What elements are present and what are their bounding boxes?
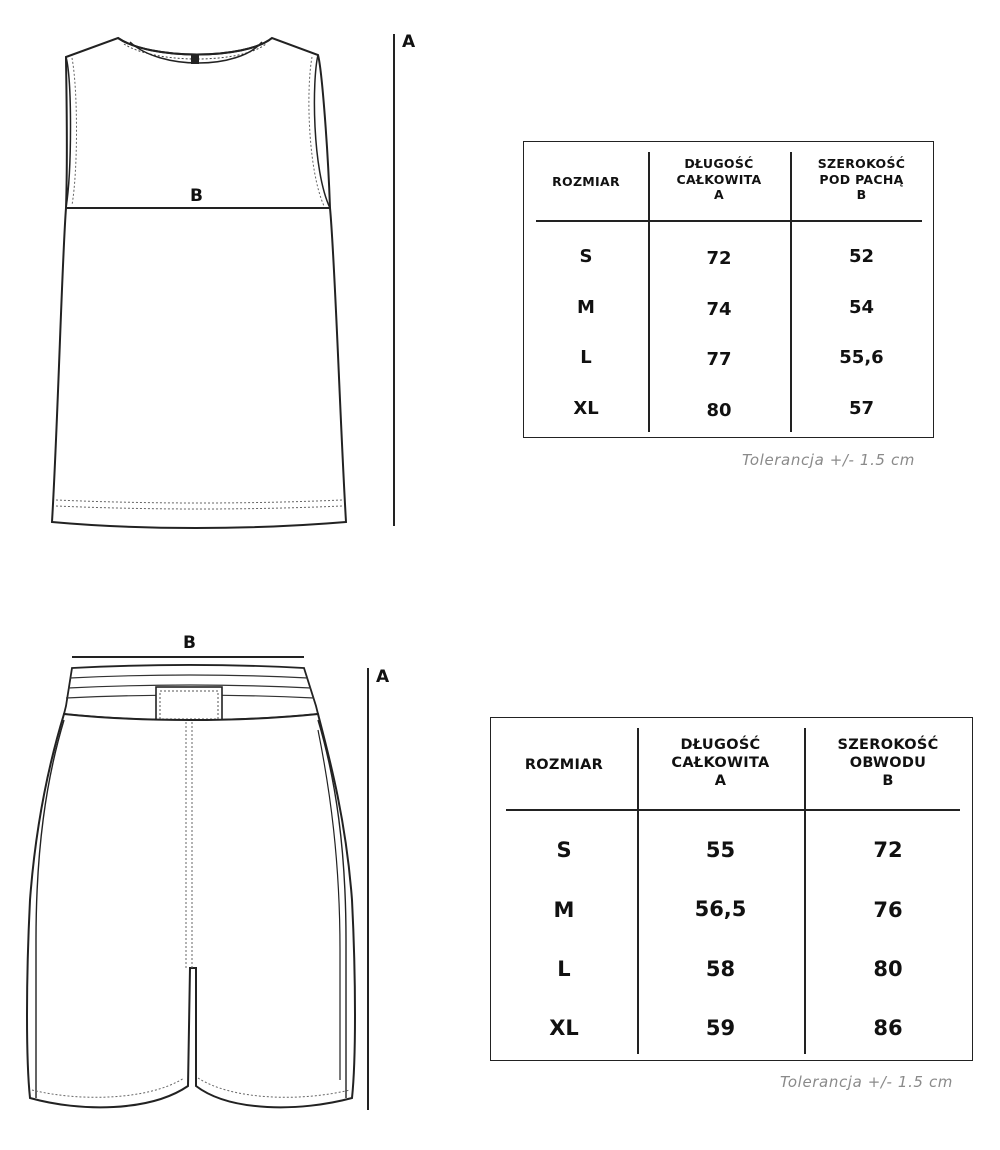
shorts-width-label-b: B — [183, 633, 196, 653]
table-cell: 77 — [706, 349, 732, 370]
table-cell: 76 — [873, 898, 903, 922]
table-cell: 57 — [848, 398, 875, 419]
table-cell: S — [556, 838, 572, 862]
table-cell: 54 — [848, 297, 875, 318]
table-cell: 72 — [706, 248, 732, 269]
tolerance-note: Tolerancja +/- 1.5 cm — [742, 451, 916, 469]
table-cell: XL — [573, 398, 599, 419]
tank-top-size-table — [523, 141, 934, 438]
table-cell: XL — [549, 1016, 579, 1040]
header-width: SZEROKOŚĆ OBWODU B — [837, 737, 939, 790]
shorts-size-table — [490, 717, 973, 1061]
width-label-b: B — [190, 186, 203, 206]
table-cell: M — [577, 297, 595, 318]
table-cell: 80 — [706, 400, 732, 421]
table-cell: 56,5 — [694, 897, 747, 921]
table-cell: M — [553, 898, 575, 922]
length-label-a: A — [402, 32, 416, 52]
header-size: ROZMIAR — [524, 757, 604, 773]
table-cell: 52 — [848, 246, 875, 267]
table-cell: 59 — [705, 1016, 736, 1040]
table-cell: 55,6 — [839, 347, 884, 368]
header-length: DŁUGOŚĆ CAŁKOWITA A — [671, 737, 770, 790]
table-cell: 80 — [873, 957, 903, 981]
table-cell: 55 — [705, 838, 736, 862]
shorts-tolerance-note: Tolerancja +/- 1.5 cm — [780, 1073, 954, 1091]
table-cell: 74 — [706, 299, 732, 320]
header-length: DŁUGOŚĆ CAŁKOWITA A — [676, 156, 762, 203]
shorts-drawing — [0, 0, 400, 1150]
table-cell: 86 — [873, 1016, 903, 1040]
header-size: ROZMIAR — [552, 174, 620, 189]
header-width: SZEROKOŚĆ POD PACHĄ B — [817, 156, 906, 203]
table-cell: S — [579, 246, 593, 267]
waistband-patch — [156, 687, 222, 723]
shorts-length-label-a: A — [376, 667, 390, 687]
table-cell: L — [580, 347, 592, 368]
table-cell: L — [557, 957, 571, 981]
table-cell: 72 — [873, 838, 903, 862]
shorts-outline — [27, 714, 355, 1107]
table-cell: 58 — [705, 957, 736, 981]
